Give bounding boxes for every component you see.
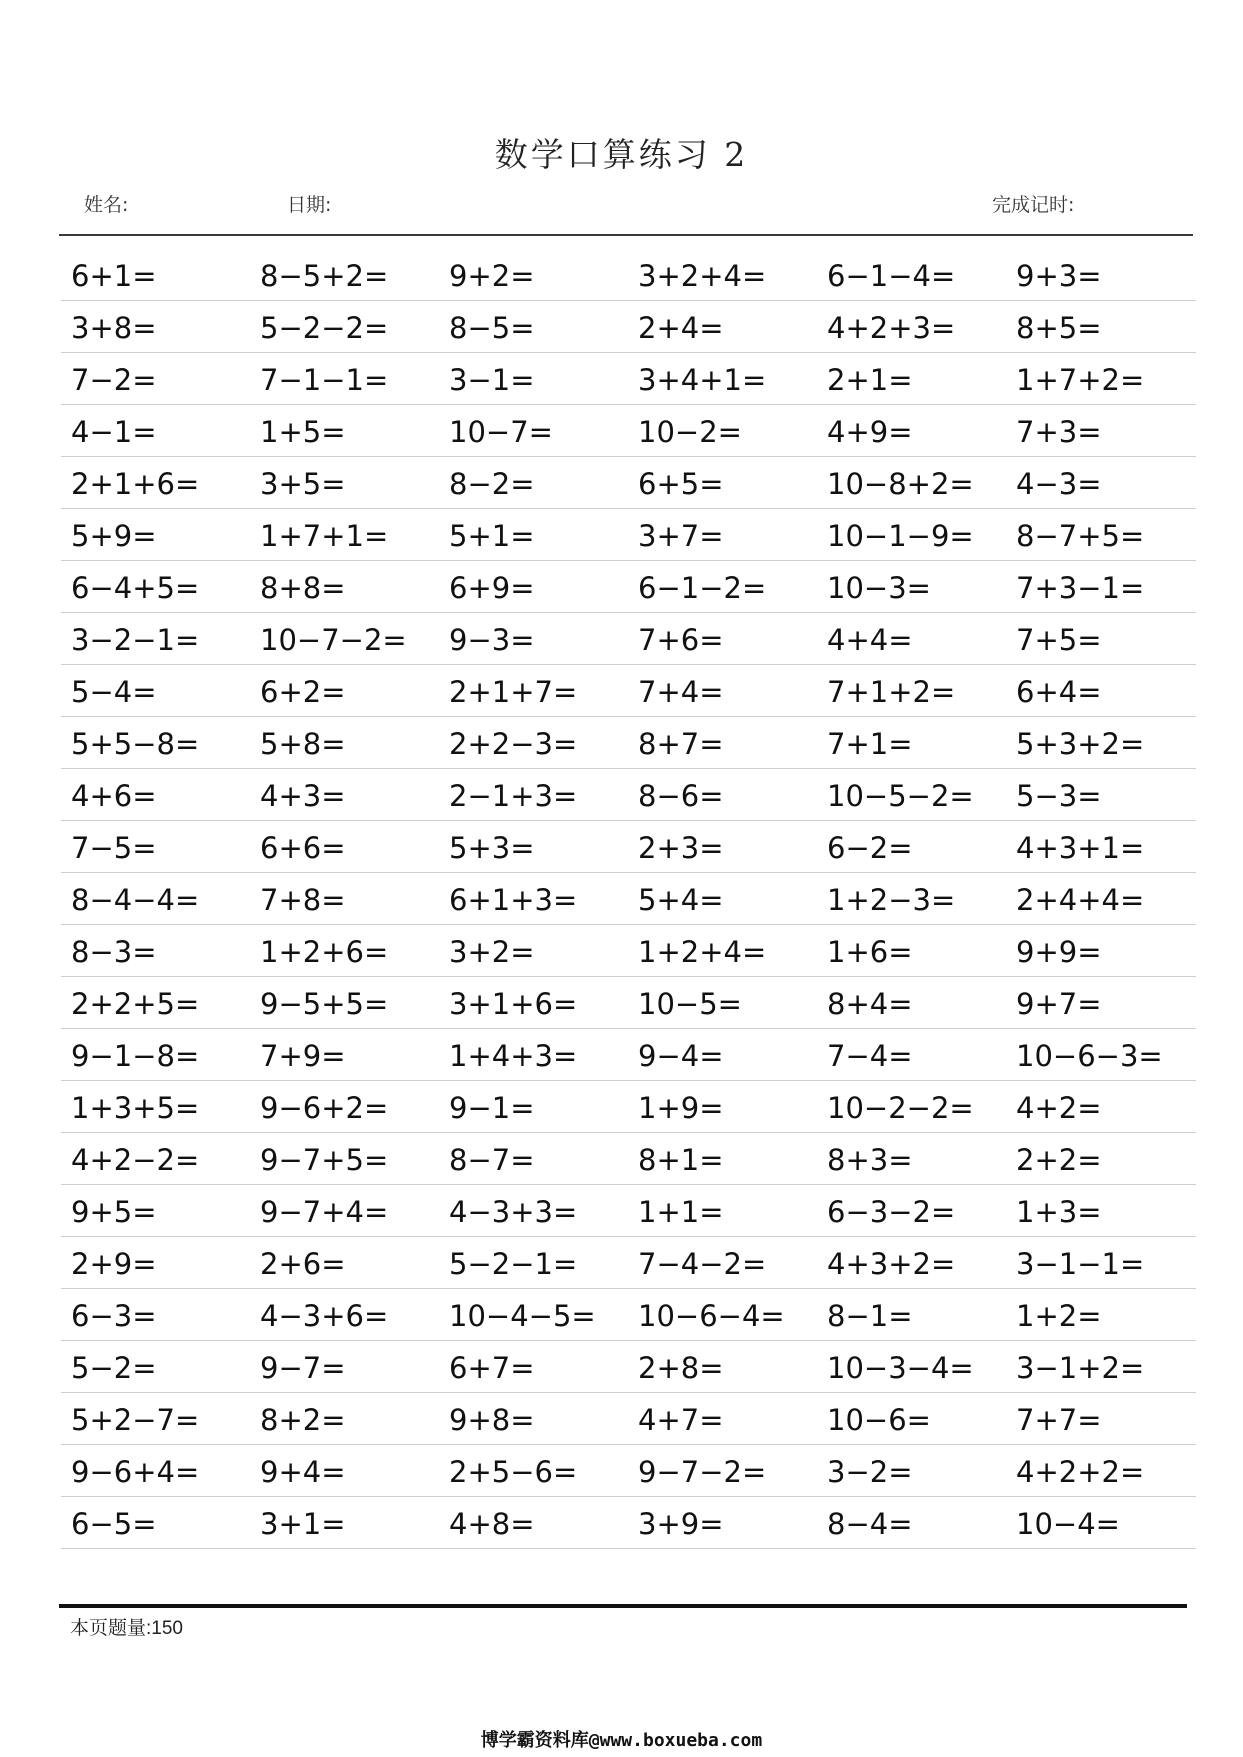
problem-row xyxy=(61,665,1196,717)
problem-row xyxy=(61,1133,1196,1185)
problem-cell: 5−2−2= xyxy=(260,311,389,345)
problem-row xyxy=(61,1445,1196,1497)
problem-cell: 6−1−2= xyxy=(638,571,767,605)
problem-cell: 9−6+2= xyxy=(260,1091,389,1125)
problem-cell: 9+4= xyxy=(260,1455,346,1489)
problem-row xyxy=(61,1029,1196,1081)
problem-cell: 1+4+3= xyxy=(449,1039,578,1073)
problem-cell: 1+3= xyxy=(1016,1195,1102,1229)
problem-cell: 9−6+4= xyxy=(71,1455,200,1489)
problem-cell: 8−3= xyxy=(71,935,157,969)
problem-cell: 7+5= xyxy=(1016,623,1102,657)
problem-cell: 4+4= xyxy=(827,623,913,657)
problem-cell: 7−5= xyxy=(71,831,157,865)
problem-cell: 7+3−1= xyxy=(1016,571,1145,605)
problem-row xyxy=(61,1393,1196,1445)
problem-cell: 10−4= xyxy=(1016,1507,1120,1541)
problem-cell: 3+7= xyxy=(638,519,724,553)
problem-cell: 9−4= xyxy=(638,1039,724,1073)
problem-cell: 5−2−1= xyxy=(449,1247,578,1281)
problem-cell: 2+1+7= xyxy=(449,675,578,709)
problem-cell: 10−4−5= xyxy=(449,1299,596,1333)
problem-cell: 8−4−4= xyxy=(71,883,200,917)
problem-cell: 4−3+3= xyxy=(449,1195,578,1229)
problem-cell: 1+2+6= xyxy=(260,935,389,969)
problem-cell: 2+4+4= xyxy=(1016,883,1145,917)
problem-cell: 2+1+6= xyxy=(71,467,200,501)
problem-row xyxy=(61,301,1196,353)
problem-cell: 9−7+5= xyxy=(260,1143,389,1177)
problem-row xyxy=(61,249,1196,301)
name-label: 姓名: xyxy=(84,194,129,216)
problem-cell: 4−3= xyxy=(1016,467,1102,501)
problem-cell: 1+3+5= xyxy=(71,1091,200,1125)
problem-row xyxy=(61,1289,1196,1341)
problem-cell: 3−1+2= xyxy=(1016,1351,1145,1385)
problem-cell: 10−2−2= xyxy=(827,1091,974,1125)
problem-cell: 3+1+6= xyxy=(449,987,578,1021)
problem-row xyxy=(61,769,1196,821)
problem-cell: 10−7−2= xyxy=(260,623,407,657)
problem-cell: 7+7= xyxy=(1016,1403,1102,1437)
problem-cell: 10−5= xyxy=(638,987,742,1021)
problem-cell: 3+1= xyxy=(260,1507,346,1541)
problem-cell: 10−8+2= xyxy=(827,467,974,501)
problem-cell: 7+6= xyxy=(638,623,724,657)
problem-cell: 7+1+2= xyxy=(827,675,956,709)
problem-cell: 9+9= xyxy=(1016,935,1102,969)
problem-cell: 8−7+5= xyxy=(1016,519,1145,553)
problem-cell: 7+3= xyxy=(1016,415,1102,449)
problem-row xyxy=(61,717,1196,769)
problem-cell: 2−1+3= xyxy=(449,779,578,813)
problem-cell: 5+5−8= xyxy=(71,727,200,761)
problem-cell: 4+2−2= xyxy=(71,1143,200,1177)
problem-row xyxy=(61,353,1196,405)
problem-cell: 2+3= xyxy=(638,831,724,865)
problem-cell: 9−1= xyxy=(449,1091,535,1125)
problem-cell: 7−4= xyxy=(827,1039,913,1073)
problem-row xyxy=(61,1497,1196,1549)
problem-cell: 10−6−4= xyxy=(638,1299,785,1333)
problem-cell: 1+7+2= xyxy=(1016,363,1145,397)
problem-cell: 6+1= xyxy=(71,259,157,293)
problem-cell: 5+2−7= xyxy=(71,1403,200,1437)
problem-cell: 4+2= xyxy=(1016,1091,1102,1125)
date-label: 日期: xyxy=(287,194,332,216)
problem-cell: 1+2−3= xyxy=(827,883,956,917)
problem-cell: 2+8= xyxy=(638,1351,724,1385)
problem-cell: 5−4= xyxy=(71,675,157,709)
header-divider xyxy=(59,234,1193,236)
problem-cell: 5+8= xyxy=(260,727,346,761)
problem-cell: 1+2= xyxy=(1016,1299,1102,1333)
completion-time-label: 完成记时: xyxy=(992,194,1075,216)
footer-divider xyxy=(59,1604,1187,1608)
problem-cell: 6−4+5= xyxy=(71,571,200,605)
problem-cell: 5+1= xyxy=(449,519,535,553)
problem-row xyxy=(61,1341,1196,1393)
problem-cell: 10−6−3= xyxy=(1016,1039,1163,1073)
problem-cell: 3−1−1= xyxy=(1016,1247,1145,1281)
problem-cell: 4+3= xyxy=(260,779,346,813)
problem-cell: 5−3= xyxy=(1016,779,1102,813)
problem-cell: 8−2= xyxy=(449,467,535,501)
problem-row xyxy=(61,457,1196,509)
problem-cell: 4−3+6= xyxy=(260,1299,389,1333)
problem-cell: 10−6= xyxy=(827,1403,931,1437)
problem-cell: 4+6= xyxy=(71,779,157,813)
problem-row xyxy=(61,405,1196,457)
problem-cell: 1+7+1= xyxy=(260,519,389,553)
problem-cell: 10−1−9= xyxy=(827,519,974,553)
problem-row xyxy=(61,873,1196,925)
problem-grid xyxy=(61,249,1196,1549)
problem-cell: 1+5= xyxy=(260,415,346,449)
problem-cell: 8+1= xyxy=(638,1143,724,1177)
problem-cell: 1+9= xyxy=(638,1091,724,1125)
problem-cell: 4+9= xyxy=(827,415,913,449)
problem-cell: 2+5−6= xyxy=(449,1455,578,1489)
problem-cell: 8+7= xyxy=(638,727,724,761)
problem-cell: 7+8= xyxy=(260,883,346,917)
problem-cell: 9−7= xyxy=(260,1351,346,1385)
problem-cell: 4+8= xyxy=(449,1507,535,1541)
problem-cell: 5+3= xyxy=(449,831,535,865)
question-count: 本页题量:150 xyxy=(70,1618,183,1639)
problem-cell: 9−3= xyxy=(449,623,535,657)
page-title: 数学口算练习 2 xyxy=(494,135,749,174)
problem-cell: 4+2+2= xyxy=(1016,1455,1145,1489)
problem-cell: 8+2= xyxy=(260,1403,346,1437)
problem-cell: 6−3−2= xyxy=(827,1195,956,1229)
problem-cell: 2+2= xyxy=(1016,1143,1102,1177)
problem-cell: 6+9= xyxy=(449,571,535,605)
problem-cell: 9−1−8= xyxy=(71,1039,200,1073)
problem-cell: 9−7+4= xyxy=(260,1195,389,1229)
problem-cell: 10−2= xyxy=(638,415,742,449)
problem-cell: 5−2= xyxy=(71,1351,157,1385)
problem-cell: 7+1= xyxy=(827,727,913,761)
problem-cell: 8+4= xyxy=(827,987,913,1021)
problem-row xyxy=(61,561,1196,613)
problem-row xyxy=(61,977,1196,1029)
problem-cell: 7−4−2= xyxy=(638,1247,767,1281)
problem-cell: 6−1−4= xyxy=(827,259,956,293)
problem-cell: 6−5= xyxy=(71,1507,157,1541)
problem-cell: 9+2= xyxy=(449,259,535,293)
problem-cell: 2+4= xyxy=(638,311,724,345)
watermark-text: 博学霸资料库@www.boxueba.com xyxy=(480,1730,763,1751)
problem-cell: 6−2= xyxy=(827,831,913,865)
problem-cell: 8−7= xyxy=(449,1143,535,1177)
problem-row xyxy=(61,1185,1196,1237)
problem-cell: 4+2+3= xyxy=(827,311,956,345)
problem-cell: 8−5+2= xyxy=(260,259,389,293)
problem-row xyxy=(61,925,1196,977)
problem-cell: 9−7−2= xyxy=(638,1455,767,1489)
problem-cell: 8+5= xyxy=(1016,311,1102,345)
problem-cell: 6+4= xyxy=(1016,675,1102,709)
problem-cell: 4+3+1= xyxy=(1016,831,1145,865)
problem-cell: 6+5= xyxy=(638,467,724,501)
problem-cell: 3+8= xyxy=(71,311,157,345)
problem-cell: 5+9= xyxy=(71,519,157,553)
problem-cell: 4−1= xyxy=(71,415,157,449)
problem-row xyxy=(61,821,1196,873)
problem-cell: 8+3= xyxy=(827,1143,913,1177)
problem-cell: 10−5−2= xyxy=(827,779,974,813)
problem-cell: 8−4= xyxy=(827,1507,913,1541)
problem-cell: 9+3= xyxy=(1016,259,1102,293)
problem-cell: 3+4+1= xyxy=(638,363,767,397)
problem-cell: 2+6= xyxy=(260,1247,346,1281)
problem-cell: 5+3+2= xyxy=(1016,727,1145,761)
problem-cell: 3+2= xyxy=(449,935,535,969)
problem-cell: 6+2= xyxy=(260,675,346,709)
problem-row xyxy=(61,1081,1196,1133)
problem-cell: 1+2+4= xyxy=(638,935,767,969)
problem-cell: 9+7= xyxy=(1016,987,1102,1021)
problem-cell: 2+2+5= xyxy=(71,987,200,1021)
problem-cell: 9−5+5= xyxy=(260,987,389,1021)
problem-cell: 3+2+4= xyxy=(638,259,767,293)
problem-cell: 6+1+3= xyxy=(449,883,578,917)
problem-row xyxy=(61,613,1196,665)
problem-row xyxy=(61,509,1196,561)
problem-cell: 6+7= xyxy=(449,1351,535,1385)
problem-cell: 3−1= xyxy=(449,363,535,397)
problem-cell: 8+8= xyxy=(260,571,346,605)
problem-cell: 9+5= xyxy=(71,1195,157,1229)
problem-cell: 1+6= xyxy=(827,935,913,969)
problem-cell: 7−2= xyxy=(71,363,157,397)
problem-cell: 6+6= xyxy=(260,831,346,865)
problem-cell: 7+4= xyxy=(638,675,724,709)
problem-cell: 2+9= xyxy=(71,1247,157,1281)
problem-cell: 10−3= xyxy=(827,571,931,605)
problem-cell: 4+3+2= xyxy=(827,1247,956,1281)
problem-cell: 3+5= xyxy=(260,467,346,501)
problem-cell: 8−5= xyxy=(449,311,535,345)
problem-cell: 8−1= xyxy=(827,1299,913,1333)
problem-cell: 1+1= xyxy=(638,1195,724,1229)
problem-cell: 8−6= xyxy=(638,779,724,813)
problem-cell: 3−2−1= xyxy=(71,623,200,657)
problem-cell: 10−7= xyxy=(449,415,553,449)
problem-cell: 6−3= xyxy=(71,1299,157,1333)
problem-cell: 7+9= xyxy=(260,1039,346,1073)
problem-row xyxy=(61,1237,1196,1289)
problem-cell: 5+4= xyxy=(638,883,724,917)
problem-cell: 2+2−3= xyxy=(449,727,578,761)
problem-cell: 10−3−4= xyxy=(827,1351,974,1385)
problem-cell: 4+7= xyxy=(638,1403,724,1437)
problem-cell: 2+1= xyxy=(827,363,913,397)
problem-cell: 3−2= xyxy=(827,1455,913,1489)
problem-cell: 7−1−1= xyxy=(260,363,389,397)
problem-cell: 9+8= xyxy=(449,1403,535,1437)
problem-cell: 3+9= xyxy=(638,1507,724,1541)
